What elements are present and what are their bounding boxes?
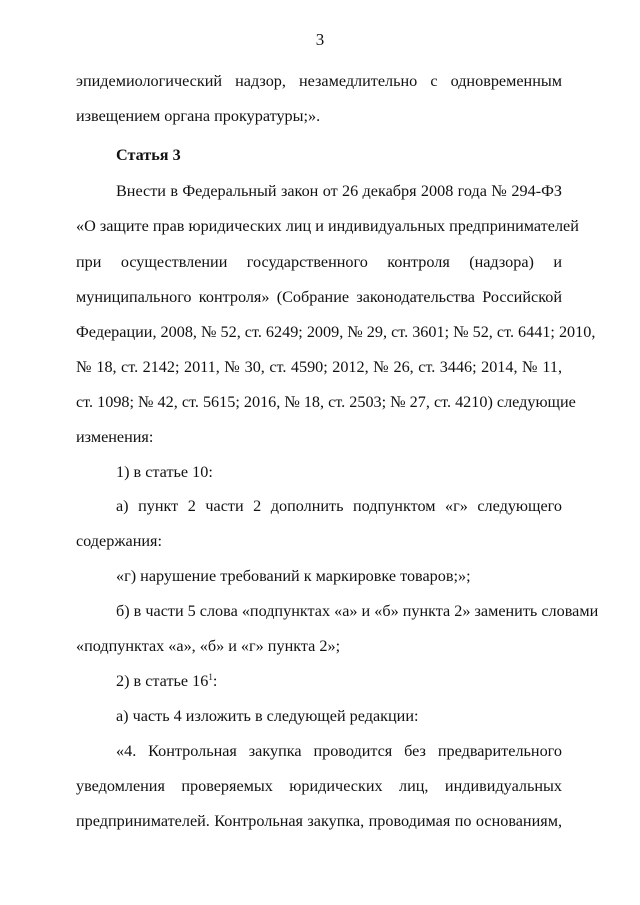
text-line: ст. 1098; № 42, ст. 5615; 2016, № 18, ст. 2503; № 27, ст. 4210) следующие (76, 393, 576, 411)
text-line: «4. Контрольная закупка проводится без предварительного (116, 742, 562, 760)
text-line: изменения: (76, 428, 154, 446)
text-line: уведомления проверяемых юридических лиц, индивидуальных (76, 777, 562, 795)
text-line: муниципального контроля» (Собрание законодательства Российской (76, 288, 562, 306)
text-line: Федерации, 2008, № 52, ст. 6249; 2009, № 29, ст. 3601; № 52, ст. 6441; 2010, (76, 323, 596, 341)
superscript: 1 (208, 672, 213, 682)
text-line: извещением органа прокуратуры;». (76, 107, 321, 125)
text-line: предпринимателей. Контрольная закупка, проводимая по основаниям, (76, 812, 562, 830)
text-line: 2) в статье $16^1$: (116, 672, 218, 690)
text-line: «О защите прав юридических лиц и индивидуальных предпринимателей (76, 217, 579, 235)
page-number: 3 (315, 30, 325, 49)
text-line: 1) в статье 10: (116, 463, 213, 481)
text-line: «г) нарушение требований к маркировке товаров;»; (116, 567, 471, 585)
text-line: содержания: (76, 532, 162, 550)
text-line: а) пункт 2 части 2 дополнить подпунктом «г» следующего (116, 497, 562, 515)
text-line: а) часть 4 изложить в следующей редакции: (116, 707, 419, 725)
text-line: при осуществлении государственного контроля (надзора) и (76, 253, 562, 271)
text-line: эпидемиологический надзор, незамедлительно с одновременным (76, 72, 562, 90)
text-line: № 18, ст. 2142; 2011, № 30, ст. 4590; 2012, № 26, ст. 3446; 2014, № 11, (76, 358, 562, 376)
article-heading: Статья 3 (116, 146, 181, 164)
text-line: б) в части 5 слова «подпунктах «а» и «б» пункта 2» заменить словами (116, 602, 599, 620)
text-line: «подпунктах «а», «б» и «г» пункта 2»; (76, 637, 341, 655)
text-line: Внести в Федеральный закон от 26 декабря 2008 года № 294-ФЗ (116, 182, 562, 200)
